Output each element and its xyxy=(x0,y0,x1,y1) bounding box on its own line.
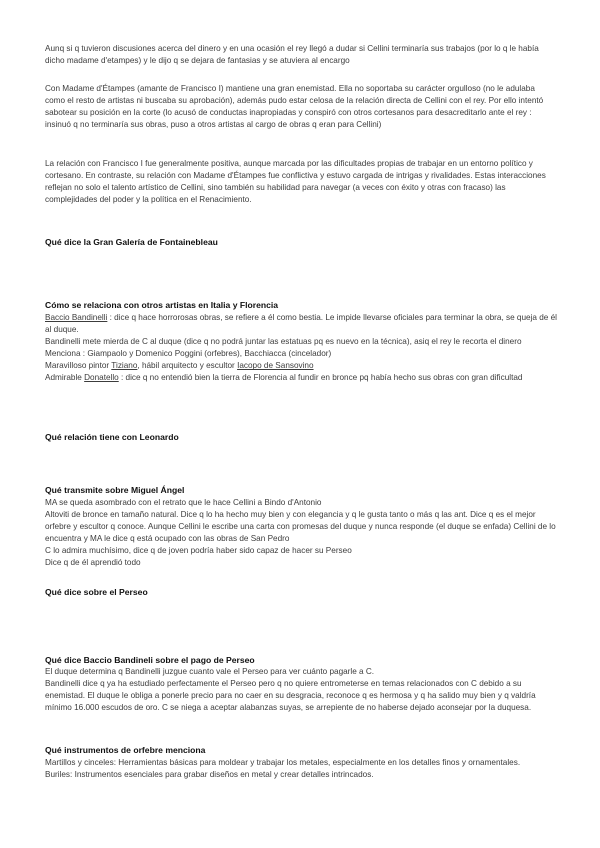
bandinelli-line xyxy=(45,312,557,336)
bandinelli-text: : dice q hace horrorosas obras, se refiere a él como bestia. Le impide llevarse oficiales para terminar la obra, se queja de él al duque. xyxy=(45,313,557,335)
paragraph-etampes: Con Madame d'Étampes (amante de Francisco I) mantiene una gran enemistad. Ella no soportaba su carácter orgulloso (no le adulaba como el resto de artistas ni buscaba su aprobación), además pudo estar celosa de la relación directa de Cellini con el rey. Por ello intentó sabotear su posición en la corte (lo acusó de conductas inapropiadas y conspiró con otros cortesanos para desacreditarlo ante el rey : insinuó q no terminaría sus obras, puso a otros artistas al cargo de obras q eran para Cellini) xyxy=(45,84,544,130)
heading-miguel-angel: Qué transmite sobre Miguel Ángel xyxy=(45,485,185,495)
admirable-text-a: Admirable xyxy=(45,373,85,383)
maravilloso-text-a: Maravilloso pintor xyxy=(45,361,112,371)
maravilloso-text-b: , hábil arquitecto y escultor xyxy=(137,361,238,371)
menciona-line: Menciona : Giampaolo y Domenico Poggini (orfebres), Bacchiacca (cincelador) xyxy=(45,349,332,359)
pago-block xyxy=(45,666,557,714)
pago-line-2: Bandinelli dice q ya ha estudiado perfectamente el Perseo pero q no quiere entrometerse en temas relacionados con C debido a su enemistad. El duque le obliga a ponerle precio para no caer en su desgracia, reconoce q es hermosa y q ha salido muy bien y q valdría mínimo 16.000 escudos de oro. C se niega a aceptar alabanzas suyas, se arrepiente de no haberse dejado aconsejar por la duquesa. xyxy=(45,679,536,713)
bandinelli-link[interactable]: Baccio Bandinelli xyxy=(45,313,108,322)
artistas-block xyxy=(45,312,557,385)
miguel-angel-line-4: Dice q de él aprendió todo xyxy=(45,558,141,568)
tiziano-link[interactable]: Tiziano xyxy=(111,361,138,371)
heading-pago: Qué dice Baccio Bandineli sobre el pago de Perseo xyxy=(45,655,255,665)
heading-leonardo: Qué relación tiene con Leonardo xyxy=(45,432,179,442)
admirable-line xyxy=(45,372,557,384)
heading-artistas: Cómo se relaciona con otros artistas en Italia y Florencia xyxy=(45,300,279,310)
maravilloso-line xyxy=(45,360,557,372)
pago-line-1: El duque determina q Bandinelli juzgue cuanto vale el Perseo para ver cuánto pagarle a C. xyxy=(45,667,375,676)
bandinelli-line-2: Bandinelli mete mierda de C al duque (dice q no podrá juntar las estatuas pq es nuevo en la técnica), asiq el rey le recorta el dinero xyxy=(45,337,522,347)
heading-instrumentos: Qué instrumentos de orfebre menciona xyxy=(45,745,206,755)
heading-perseo: Qué dice sobre el Perseo xyxy=(45,587,148,597)
sansovino-link[interactable]: Iacopo de Sansovino xyxy=(237,361,314,371)
miguel-angel-line-3: C lo admira muchísimo, dice q de joven podría haber sido capaz de hacer su Perseo xyxy=(45,546,352,556)
heading-fontainebleau: Qué dice la Gran Galería de Fontainebleau xyxy=(45,237,218,247)
instrumentos-block xyxy=(45,757,557,781)
admirable-text-b: : dice q no entendió bien la tierra de Florencia al fundir en bronce pq había hecho sus obras con gran dificultad xyxy=(118,373,523,383)
paragraph-francisco: La relación con Francisco I fue generalmente positiva, aunque marcada por las dificultades propias de trabajar en un entorno político y cortesano. En contraste, su relación con Madame d'Étampes fue conflictiva y estuvo cargada de intrigas y rivalidades. Estas interacciones reflejan no solo el talento artístico de Cellini, sino también su habilidad para navegar (a veces con éxito y otras con fracaso) las complejidades del poder y la política en el Renacimiento. xyxy=(45,159,546,205)
paragraph-dinero: Aunq si q tuvieron discusiones acerca del dinero y en una ocasión el rey llegó a dudar si Cellini terminaría sus trabajos (por lo q le había dicho madame d'etampes) y le dijo q se dejara de fantasias y se atuviera al encargo xyxy=(45,44,539,66)
miguel-angel-line-1: MA se queda asombrado con el retrato que le hace Cellini a Bindo d'Antonio xyxy=(45,498,322,507)
instrumentos-line-2: Buriles: Instrumentos esenciales para grabar diseños en metal y crear detalles intrincados. xyxy=(45,770,374,780)
instrumentos-line-1: Martillos y cinceles: Herramientas básicas para moldear y trabajar los metales, especialmente en los detalles finos y ornamentales. xyxy=(45,758,521,767)
donatello-link[interactable]: Donatello xyxy=(84,373,119,383)
miguel-angel-line-2: Altoviti de bronce en tamaño natural. Dice q lo ha hecho muy bien y con elegancia y q le gusta tanto o más q las ant. Dice q es el mejor orfebre y escultor q conoce. Aunque Cellini le escribe una carta con promesas del duque y nunca responde (el duque se enfada) Cellini de lo encuentra y MA le dice q está ocupado con las obras de San Pedro xyxy=(45,510,556,544)
miguel-angel-block xyxy=(45,497,557,570)
